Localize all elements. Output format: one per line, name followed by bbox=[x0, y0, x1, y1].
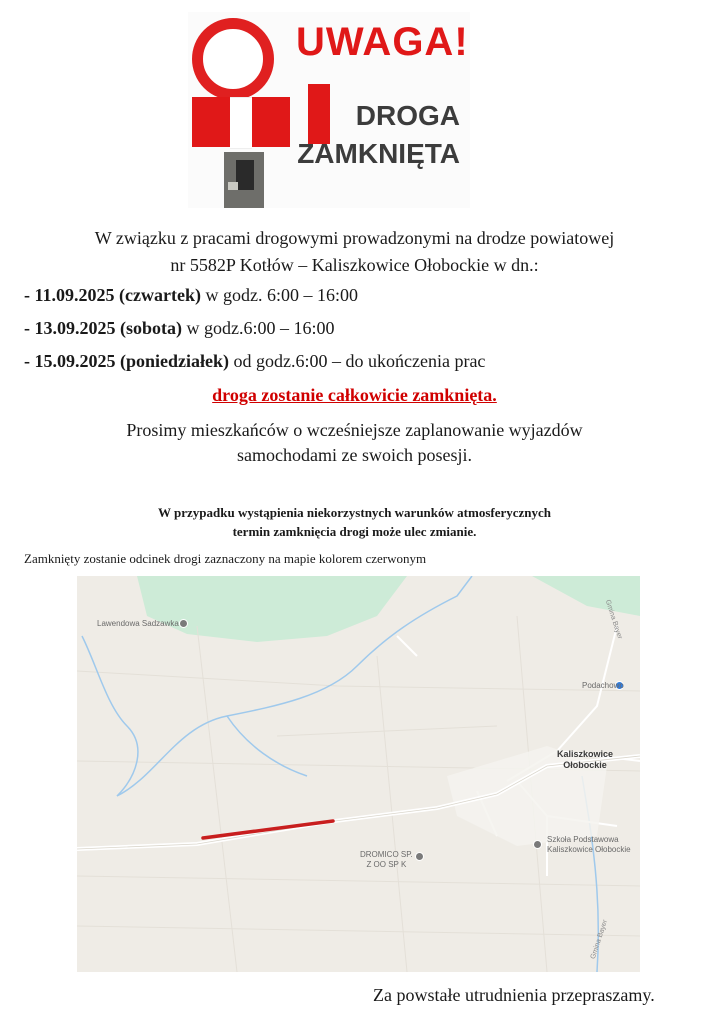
road-barrier-stripe bbox=[230, 97, 252, 149]
apology-text: Za powstałe utrudnienia przepraszamy. bbox=[373, 985, 655, 1005]
closure-note: droga zostanie całkowicie zamknięta. bbox=[212, 385, 497, 405]
road-barrier-stripe bbox=[252, 97, 290, 147]
closure-time: od godz.6:00 – do ukończenia prac bbox=[229, 351, 486, 371]
plea-line2: samochodami ze swoich posesji. bbox=[237, 445, 472, 465]
road-name-label: Gmina Bayer bbox=[589, 918, 610, 961]
map-caption: Zamknięty zostanie odcinek drogi zaznaczony na mapie kolorem czerwonym bbox=[24, 551, 427, 566]
school-label bbox=[547, 835, 631, 855]
forest-area bbox=[532, 576, 640, 616]
closure-date-1 bbox=[24, 285, 358, 306]
town-label-line2: Ołobockie bbox=[563, 760, 607, 770]
road-barrier-stripe bbox=[308, 84, 330, 144]
barrier-post-shadow bbox=[236, 160, 254, 190]
shop-label: Podachowo bbox=[582, 681, 624, 690]
road-closed-banner bbox=[188, 12, 470, 208]
pond-label: Lawendowa Sadzawka bbox=[97, 619, 179, 628]
closure-date-3 bbox=[24, 351, 485, 372]
forest-area bbox=[137, 576, 407, 642]
pond-marker-icon bbox=[179, 619, 188, 628]
closure-date: - 11.09.2025 (czwartek) bbox=[24, 285, 201, 305]
barrier-post-detail bbox=[228, 182, 238, 190]
company-marker-icon bbox=[415, 852, 424, 861]
closure-map bbox=[77, 576, 640, 972]
weather-notice-line2: termin zamknięcia drogi może ulec zmianie. bbox=[232, 524, 477, 539]
school-marker-icon bbox=[533, 840, 542, 849]
weather-notice-line1: W przypadku wystąpienia niekorzystnych warunków atmosferycznych bbox=[157, 505, 552, 520]
road-name-label: Gmina Bayer bbox=[603, 598, 624, 641]
closure-time: w godz.6:00 – 16:00 bbox=[182, 318, 335, 338]
school-label-line2: Kaliszkowice Ołobockie bbox=[547, 845, 631, 854]
town-label-line1: Kaliszkowice bbox=[557, 749, 614, 759]
intro-line2: nr 5582P Kotłów – Kaliszkowice Ołobockie w dn.: bbox=[170, 255, 539, 275]
closure-date-2 bbox=[24, 318, 335, 339]
banner-line2: ZAMKNIĘTA bbox=[297, 138, 460, 169]
water-stream bbox=[82, 636, 138, 796]
no-entry-sign-icon bbox=[192, 18, 274, 100]
closed-road-section bbox=[203, 821, 333, 838]
closure-date: - 13.09.2025 (sobota) bbox=[24, 318, 182, 338]
water-stream bbox=[227, 716, 307, 776]
banner-headline: UWAGA! bbox=[296, 20, 469, 64]
company-label-line2: Z OO SP K bbox=[366, 860, 407, 869]
map-graphics bbox=[77, 576, 640, 972]
closure-time: w godz. 6:00 – 16:00 bbox=[200, 285, 358, 305]
company-label bbox=[360, 850, 413, 870]
intro-line1: W związku z pracami drogowymi prowadzonymi na drodze powiatowej bbox=[94, 228, 615, 248]
company-label-line1: DROMICO SP. bbox=[360, 850, 413, 859]
road-barrier-icon bbox=[192, 97, 230, 147]
town-label bbox=[557, 749, 613, 771]
closure-date: - 15.09.2025 (poniedziałek) bbox=[24, 351, 229, 371]
school-label-line1: Szkoła Podstawowa bbox=[547, 835, 619, 844]
plea-line1: Prosimy mieszkańców o wcześniejsze zaplanowanie wyjazdów bbox=[126, 420, 583, 440]
banner-line1: DROGA bbox=[355, 100, 460, 131]
